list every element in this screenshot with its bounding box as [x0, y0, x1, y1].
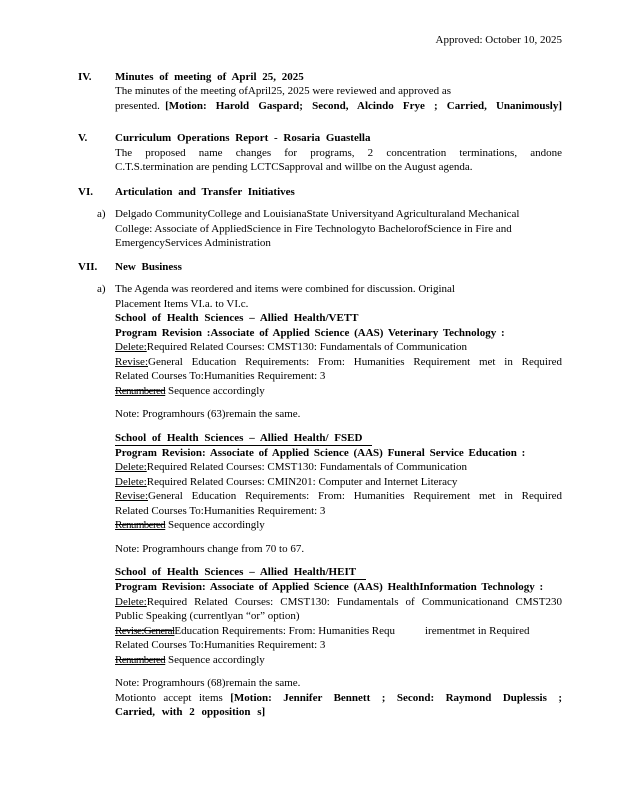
note-line: Note: Programhours change from 70 to 67.	[115, 542, 305, 555]
revise-line	[115, 624, 562, 639]
program-revision-heit: Program Revision: Associate of Applied Science (AAS) HealthInformation Technology :	[115, 581, 544, 593]
delete-label: Delete:	[115, 595, 147, 608]
section-v-heading-row	[78, 131, 562, 146]
related-courses-line: Related Courses To:Humanities Requirement: 3	[115, 370, 326, 382]
section-iv-heading: Minutes of meeting of April 25, 2025	[115, 70, 304, 83]
section-vii	[78, 260, 562, 720]
section-v-numeral: V.	[78, 132, 88, 144]
delete-line	[115, 340, 562, 355]
delete-label: Delete:	[115, 475, 147, 488]
motion-record: [Motion: Jennifer Bennett ; Second: Raymond Duplessis ;	[230, 691, 562, 704]
school-header-heit	[115, 565, 562, 580]
delete-label: Delete:	[115, 461, 147, 473]
motion-line	[115, 691, 562, 706]
paragraph-line: C.T.S.termination are pending LCTCSapproval and willbe on the August agenda.	[115, 161, 473, 173]
section-iv-numeral: IV.	[78, 70, 92, 83]
list-marker: a)	[97, 283, 106, 295]
delete-text: Required Related Courses: CMIN201: Computer and Internet Literacy	[146, 475, 458, 488]
section-vi-heading: Articulation and Transfer Initiatives	[115, 185, 295, 198]
list-marker: a)	[97, 208, 106, 220]
delete-line	[115, 475, 562, 490]
paragraph-line: Delgado CommunityCollege and LouisianaState Universityand Agriculturaland Mechanical	[115, 208, 520, 220]
school-header-vett: School of Health Sciences – Allied Health/VETT	[115, 312, 359, 324]
struck-word: Renumbered	[115, 519, 166, 531]
paragraph-line: Placement Items VI.a. to VI.c.	[115, 297, 249, 310]
struck-word: Renumbered	[115, 384, 166, 397]
struck-word: Renumbered	[115, 653, 166, 666]
paragraph-line: The Agenda was reordered and items were combined for discussion. Original	[115, 283, 455, 295]
delete-text: Required Related Courses: CMST130: Fundamentals of Communication	[146, 461, 467, 473]
delete-continuation-line: Public Speaking (currentlyan “or” option)	[115, 610, 300, 622]
school-header-heit-text: School of Health Sciences – Allied Health/HEIT	[115, 566, 366, 580]
note-line: Note: Programhours (63)remain the same.	[115, 408, 301, 420]
revise-line	[115, 355, 562, 370]
revise-text: General Education Requirements: From: Humanities Requirement met in Required	[148, 355, 562, 368]
delete-text: Required Related Courses: CMST130: Fundamentals of Communication	[146, 341, 467, 353]
section-vi-numeral: VI.	[78, 185, 93, 198]
approved-date: Approved: October 10, 2025	[435, 34, 562, 46]
school-header-fsed	[115, 431, 562, 446]
renumber-line	[115, 653, 562, 668]
motion-record: [Motion: Harold Gaspard; Second, Alcindo Frye ; Carried, Unanimously]	[165, 99, 562, 112]
note-line: Note: Programhours (68)remain the same.	[115, 677, 301, 689]
delete-line	[115, 460, 562, 475]
delete-text: Required Related Courses: CMST130: Fundamentals of Communicationand CMST230	[146, 595, 562, 608]
section-vi	[78, 185, 562, 251]
motion-line-continued: Carried, with 2 opposition s]	[115, 706, 266, 718]
section-v	[78, 131, 562, 175]
approved-date-row	[78, 33, 562, 48]
section-iv-body	[115, 84, 562, 113]
renumber-text: Sequence accordingly	[165, 653, 265, 666]
section-vii-numeral: VII.	[78, 260, 98, 273]
section-vii-item-a	[97, 282, 562, 720]
renumber-line	[115, 384, 562, 399]
section-v-body	[115, 146, 562, 175]
section-vi-item-a	[97, 207, 562, 251]
paragraph-line: The minutes of the meeting ofApril25, 2025 were reviewed and approved as	[115, 85, 452, 97]
revise-line	[115, 489, 562, 504]
revise-text: Education Requirements: From: Humanities Requ	[174, 624, 395, 637]
struck-word: Revise:General	[115, 624, 175, 637]
section-vi-heading-row	[78, 185, 562, 200]
section-iv-heading-row	[78, 70, 562, 85]
revise-label: Revise:	[115, 490, 148, 502]
renumber-text: Sequence accordingly	[165, 519, 265, 531]
section-iv	[78, 70, 562, 114]
delete-line	[115, 595, 562, 610]
program-revision-vett: Program Revision :Associate of Applied Science (AAS) Veterinary Technology :	[115, 326, 505, 339]
motion-intro: Motionto accept items	[115, 691, 231, 704]
program-revision-fsed: Program Revision: Associate of Applied Science (AAS) Funeral Service Education :	[115, 446, 526, 459]
section-vii-heading-row	[78, 260, 562, 275]
paragraph-line: The proposed name changes for programs, 2 concentration terminations, andone	[115, 146, 562, 159]
section-vii-heading: New Business	[115, 260, 182, 273]
delete-label: Delete:	[115, 341, 147, 353]
revise-text-continued: irementmet in Required	[424, 624, 530, 637]
paragraph-line: EmergencyServices Administration	[115, 237, 271, 249]
school-header-fsed-text: School of Health Sciences – Allied Health/ FSED	[115, 432, 372, 446]
revise-text: General Education Requirements: From: Humanities Requirement met in Required	[148, 490, 562, 502]
renumber-text: Sequence accordingly	[165, 384, 265, 397]
paragraph-line: College: Associate of AppliedScience in Fire Technologyto BachelorofScience in Fire and	[115, 222, 512, 235]
related-courses-line: Related Courses To:Humanities Requirement: 3	[115, 504, 326, 517]
section-vi-item-a-content	[115, 207, 562, 251]
related-courses-line: Related Courses To:Humanities Requirement: 3	[115, 639, 326, 651]
paragraph-line	[115, 99, 562, 114]
revise-label: Revise:	[115, 355, 148, 368]
paragraph-text: presented.	[115, 99, 166, 112]
renumber-line	[115, 518, 562, 533]
section-v-heading: Curriculum Operations Report - Rosaria Guastella	[115, 132, 371, 144]
section-vii-item-a-content	[115, 282, 562, 720]
